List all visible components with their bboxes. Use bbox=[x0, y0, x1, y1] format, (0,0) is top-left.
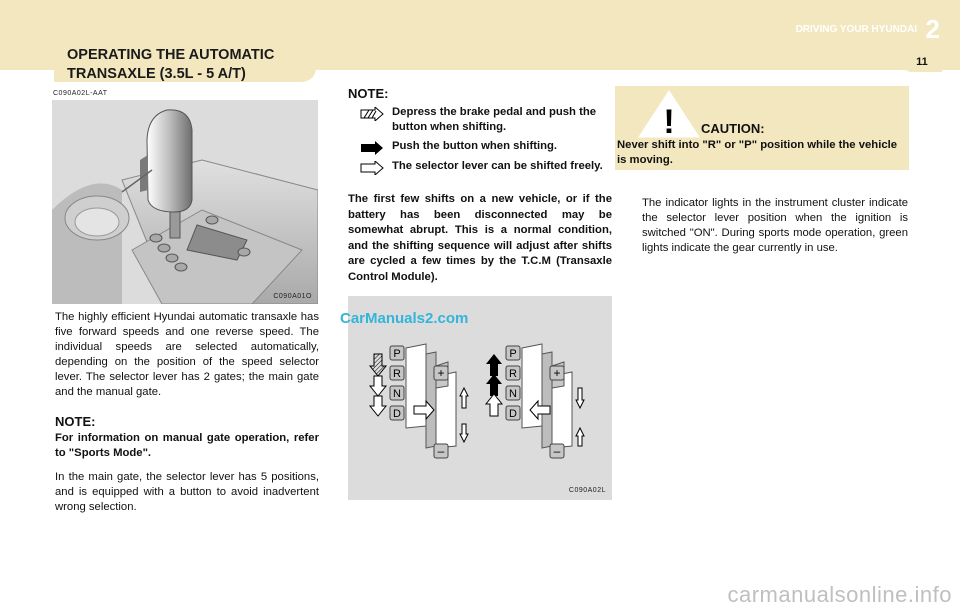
minus-label: – bbox=[553, 444, 561, 458]
note-item-brake bbox=[348, 105, 612, 135]
figure-code-left: C090A01O bbox=[273, 293, 312, 300]
section-code: C090A02L-AAT bbox=[53, 90, 108, 97]
gate-letter-n: N bbox=[509, 388, 517, 400]
shift-lever-illustration bbox=[52, 100, 318, 304]
gate-right bbox=[486, 344, 584, 458]
gate-letter-r: R bbox=[509, 368, 517, 380]
main-gate-paragraph: In the main gate, the selector lever has 5 positions, and is equipped with a button to avoid inadvertent wrong selection. bbox=[55, 471, 319, 513]
outline-arrow-icon bbox=[360, 161, 384, 175]
warning-icon bbox=[637, 89, 701, 139]
page-title bbox=[67, 46, 274, 84]
gate-letter-p: P bbox=[393, 348, 401, 360]
watermark-link[interactable]: CarManuals2.com bbox=[340, 310, 469, 327]
warning-symbol: ! bbox=[663, 103, 675, 139]
caution-text: Never shift into "R" or "P" position while the vehicle is moving. bbox=[617, 139, 898, 166]
gate-left bbox=[370, 344, 468, 458]
note-text-left: For information on manual gate operation, refer to "Sports Mode". bbox=[55, 432, 319, 459]
note-item-text: Push the button when shifting. bbox=[392, 140, 558, 152]
minus-label: – bbox=[437, 444, 445, 458]
page-number: 11 bbox=[902, 52, 942, 72]
figure-code-middle: C090A02L bbox=[568, 487, 606, 494]
intro-paragraph: The highly efficient Hyundai automatic transaxle has five forward speeds and one reverse speed. The individual speeds are selected automatically, depending on the position of the speed selector lever. The selector lever has 2 gates; the main gate and the manual gate. bbox=[55, 311, 319, 398]
caution-heading: CAUTION: bbox=[701, 121, 765, 136]
note-heading-middle: NOTE: bbox=[348, 86, 389, 101]
section-label: DRIVING YOUR HYUNDAI bbox=[795, 24, 918, 35]
plus-label: + bbox=[437, 366, 445, 380]
page-title-line2: TRANSAXLE (3.5L - 5 A/T) bbox=[67, 66, 246, 82]
note-item-free bbox=[348, 159, 612, 175]
indicator-paragraph: The indicator lights in the instrument cluster indicate the selector lever position when the ignition is switched "ON". During sports mode operation, green lights indicate the gear currently in use. bbox=[642, 197, 908, 254]
note-item-button bbox=[348, 139, 612, 155]
gate-letter-r: R bbox=[393, 368, 401, 380]
shift-lever-figure bbox=[52, 100, 318, 304]
plus-label: + bbox=[553, 366, 561, 380]
page-title-line1: OPERATING THE AUTOMATIC bbox=[67, 47, 275, 63]
note-item-text: The selector lever can be shifted freely. bbox=[392, 160, 603, 172]
gate-letter-p: P bbox=[509, 348, 517, 360]
note-item-text: Depress the brake pedal and push the button when shifting. bbox=[392, 106, 597, 133]
note-heading-left: NOTE: bbox=[55, 414, 96, 429]
note-left bbox=[55, 414, 319, 461]
gate-letter-n: N bbox=[393, 388, 401, 400]
shift-paragraph: The first few shifts on a new vehicle, or if the battery has been disconnected may be somewhat abrupt. This is a normal condition, and the shifting sequence will adjust after shifts are cycled a few times by the T.C.M (Transaxle Control Module). bbox=[348, 193, 612, 283]
section-header bbox=[796, 14, 940, 45]
caution-box bbox=[615, 86, 909, 170]
section-number: 2 bbox=[925, 14, 940, 44]
gate-letter-d: D bbox=[393, 408, 401, 420]
gate-letter-d: D bbox=[509, 408, 517, 420]
hatched-arrow-icon bbox=[360, 107, 384, 121]
solid-arrow-icon bbox=[360, 141, 384, 155]
note-middle bbox=[348, 86, 612, 175]
footer-watermark[interactable]: carmanualsonline.info bbox=[727, 582, 952, 607]
